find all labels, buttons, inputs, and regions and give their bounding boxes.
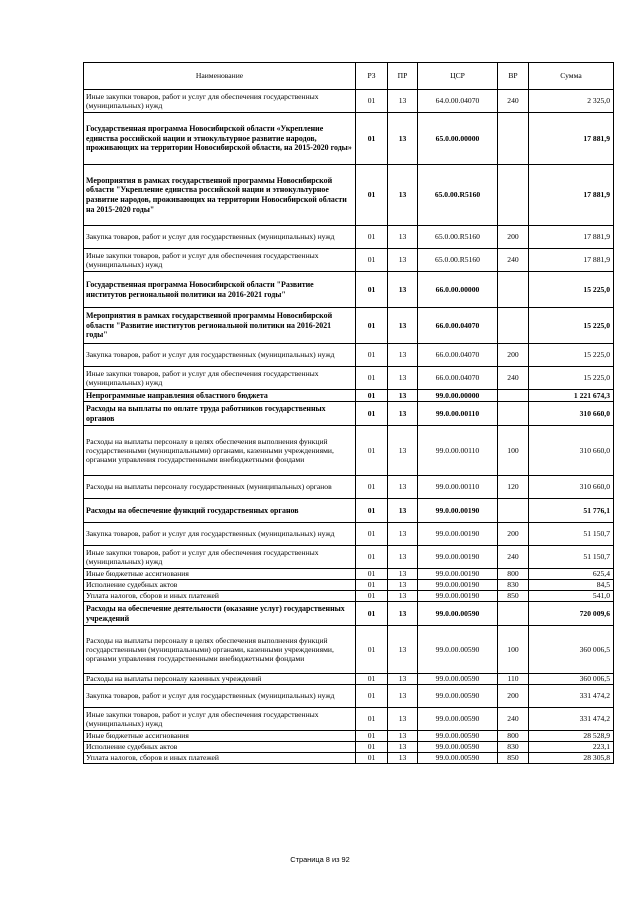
cell-csr: 99.0.00.00190 <box>418 580 498 591</box>
cell-pr: 13 <box>388 113 418 165</box>
table-row <box>84 569 614 580</box>
header-sum: Сумма <box>529 63 614 90</box>
cell-sum: 15 225,0 <box>529 344 614 367</box>
cell-sum: 331 474,2 <box>529 708 614 731</box>
cell-pr: 13 <box>388 626 418 674</box>
cell-rz: 01 <box>356 731 388 742</box>
cell-vr: 200 <box>498 226 529 249</box>
cell-rz: 01 <box>356 742 388 753</box>
cell-rz: 01 <box>356 402 388 426</box>
cell-vr: 830 <box>498 580 529 591</box>
cell-rz: 01 <box>356 226 388 249</box>
cell-name: Иные закупки товаров, работ и услуг для обеспечения государственных (муниципальных) нужд <box>84 249 356 272</box>
cell-sum: 17 881,9 <box>529 226 614 249</box>
cell-pr: 13 <box>388 165 418 226</box>
table-row <box>84 708 614 731</box>
cell-vr: 240 <box>498 249 529 272</box>
cell-rz: 01 <box>356 708 388 731</box>
cell-csr: 99.0.00.00590 <box>418 674 498 685</box>
cell-rz: 01 <box>356 685 388 708</box>
cell-pr: 13 <box>388 569 418 580</box>
table-row <box>84 476 614 499</box>
table-row <box>84 344 614 367</box>
header-pr: ПР <box>388 63 418 90</box>
cell-sum: 28 305,8 <box>529 753 614 764</box>
cell-sum: 17 881,9 <box>529 165 614 226</box>
cell-name: Иные закупки товаров, работ и услуг для обеспечения государственных (муниципальных) нужд <box>84 90 356 113</box>
page-footer: Страница 8 из 92 <box>290 855 350 864</box>
table-row <box>84 580 614 591</box>
cell-vr: 200 <box>498 523 529 546</box>
cell-csr: 99.0.00.00190 <box>418 546 498 569</box>
cell-name: Уплата налогов, сборов и иных платежей <box>84 753 356 764</box>
table-row <box>84 546 614 569</box>
cell-pr: 13 <box>388 249 418 272</box>
cell-name: Иные бюджетные ассигнования <box>84 569 356 580</box>
cell-sum: 1 221 674,3 <box>529 390 614 402</box>
cell-sum: 15 225,0 <box>529 367 614 390</box>
cell-vr: 100 <box>498 426 529 476</box>
cell-sum: 17 881,9 <box>529 113 614 165</box>
cell-name: Расходы на обеспечение функций государственных органов <box>84 499 356 523</box>
cell-rz: 01 <box>356 580 388 591</box>
cell-rz: 01 <box>356 523 388 546</box>
cell-pr: 13 <box>388 742 418 753</box>
cell-vr: 850 <box>498 753 529 764</box>
cell-sum: 310 660,0 <box>529 476 614 499</box>
table-row <box>84 249 614 272</box>
cell-pr: 13 <box>388 753 418 764</box>
cell-pr: 13 <box>388 708 418 731</box>
cell-rz: 01 <box>356 626 388 674</box>
header-vr: ВР <box>498 63 529 90</box>
cell-pr: 13 <box>388 426 418 476</box>
cell-sum: 2 325,0 <box>529 90 614 113</box>
table-row <box>84 165 614 226</box>
budget-table <box>83 62 614 764</box>
cell-pr: 13 <box>388 226 418 249</box>
cell-name: Расходы на выплаты персоналу в целях обеспечения выполнения функций государственными (муниципальными) органами, казенными учреждениями, органами управления государственными внебюджетными фондами <box>84 626 356 674</box>
cell-csr: 64.0.00.04070 <box>418 90 498 113</box>
cell-name: Расходы на выплаты по оплате труда работников государственных органов <box>84 402 356 426</box>
cell-sum: 51 776,1 <box>529 499 614 523</box>
cell-name: Государственная программа Новосибирской области "Развитие институтов региональной политики на 2016-2021 годы" <box>84 272 356 308</box>
table-row <box>84 367 614 390</box>
cell-name: Закупка товаров, работ и услуг для государственных (муниципальных) нужд <box>84 685 356 708</box>
cell-pr: 13 <box>388 731 418 742</box>
cell-pr: 13 <box>388 390 418 402</box>
cell-vr: 100 <box>498 626 529 674</box>
cell-pr: 13 <box>388 674 418 685</box>
cell-rz: 01 <box>356 426 388 476</box>
cell-vr: 830 <box>498 742 529 753</box>
cell-csr: 65.0.00.R5160 <box>418 165 498 226</box>
cell-sum: 310 660,0 <box>529 402 614 426</box>
cell-sum: 541,0 <box>529 591 614 602</box>
cell-rz: 01 <box>356 674 388 685</box>
cell-csr: 99.0.00.00590 <box>418 708 498 731</box>
cell-name: Иные закупки товаров, работ и услуг для обеспечения государственных (муниципальных) нужд <box>84 546 356 569</box>
cell-name: Закупка товаров, работ и услуг для государственных (муниципальных) нужд <box>84 523 356 546</box>
cell-pr: 13 <box>388 523 418 546</box>
cell-csr: 99.0.00.00590 <box>418 602 498 626</box>
table-row <box>84 602 614 626</box>
cell-sum: 310 660,0 <box>529 426 614 476</box>
cell-rz: 01 <box>356 113 388 165</box>
cell-name: Расходы на выплаты персоналу государственных (муниципальных) органов <box>84 476 356 499</box>
cell-vr <box>498 113 529 165</box>
cell-sum: 28 528,9 <box>529 731 614 742</box>
cell-rz: 01 <box>356 308 388 344</box>
cell-csr: 99.0.00.00590 <box>418 742 498 753</box>
table-row <box>84 402 614 426</box>
table-row <box>84 390 614 402</box>
cell-vr: 200 <box>498 685 529 708</box>
cell-name: Расходы на выплаты персоналу казенных учреждений <box>84 674 356 685</box>
cell-csr: 99.0.00.00590 <box>418 685 498 708</box>
cell-sum: 51 150,7 <box>529 523 614 546</box>
cell-vr <box>498 602 529 626</box>
cell-csr: 99.0.00.00190 <box>418 499 498 523</box>
cell-name: Закупка товаров, работ и услуг для государственных (муниципальных) нужд <box>84 344 356 367</box>
table-row <box>84 753 614 764</box>
cell-pr: 13 <box>388 344 418 367</box>
cell-pr: 13 <box>388 90 418 113</box>
cell-pr: 13 <box>388 499 418 523</box>
cell-vr <box>498 165 529 226</box>
cell-pr: 13 <box>388 272 418 308</box>
table-row <box>84 674 614 685</box>
cell-rz: 01 <box>356 569 388 580</box>
cell-pr: 13 <box>388 580 418 591</box>
cell-rz: 01 <box>356 390 388 402</box>
table-row <box>84 685 614 708</box>
cell-pr: 13 <box>388 476 418 499</box>
cell-name: Иные закупки товаров, работ и услуг для обеспечения государственных (муниципальных) нужд <box>84 367 356 390</box>
cell-rz: 01 <box>356 344 388 367</box>
cell-name: Непрограммные направления областного бюджета <box>84 390 356 402</box>
cell-sum: 17 881,9 <box>529 249 614 272</box>
cell-sum: 331 474,2 <box>529 685 614 708</box>
cell-name: Расходы на обеспечение деятельности (оказание услуг) государственных учреждений <box>84 602 356 626</box>
table-header-row <box>84 63 614 90</box>
header-name: Наименование <box>84 63 356 90</box>
table-row <box>84 90 614 113</box>
cell-rz: 01 <box>356 367 388 390</box>
cell-vr: 240 <box>498 90 529 113</box>
cell-pr: 13 <box>388 367 418 390</box>
table-row <box>84 742 614 753</box>
cell-vr <box>498 390 529 402</box>
cell-sum: 360 006,5 <box>529 626 614 674</box>
cell-rz: 01 <box>356 249 388 272</box>
cell-csr: 99.0.00.00590 <box>418 753 498 764</box>
table-row <box>84 731 614 742</box>
cell-name: Исполнение судебных актов <box>84 742 356 753</box>
cell-csr: 66.0.00.04070 <box>418 344 498 367</box>
cell-vr: 200 <box>498 344 529 367</box>
cell-csr: 99.0.00.00190 <box>418 523 498 546</box>
cell-name: Расходы на выплаты персоналу в целях обеспечения выполнения функций государственными (муниципальными) органами, казенными учреждениями, органами управления государственными внебюджетными фондами <box>84 426 356 476</box>
cell-vr <box>498 272 529 308</box>
cell-sum: 223,1 <box>529 742 614 753</box>
cell-csr: 99.0.00.00590 <box>418 626 498 674</box>
cell-pr: 13 <box>388 546 418 569</box>
cell-rz: 01 <box>356 546 388 569</box>
cell-vr: 240 <box>498 546 529 569</box>
cell-csr: 99.0.00.00110 <box>418 402 498 426</box>
table-row <box>84 272 614 308</box>
cell-pr: 13 <box>388 308 418 344</box>
cell-name: Уплата налогов, сборов и иных платежей <box>84 591 356 602</box>
cell-rz: 01 <box>356 272 388 308</box>
cell-pr: 13 <box>388 591 418 602</box>
cell-sum: 15 225,0 <box>529 272 614 308</box>
cell-vr: 110 <box>498 674 529 685</box>
table-row <box>84 308 614 344</box>
cell-name: Исполнение судебных актов <box>84 580 356 591</box>
cell-csr: 65.0.00.R5160 <box>418 226 498 249</box>
cell-sum: 360 006,5 <box>529 674 614 685</box>
cell-csr: 65.0.00.R5160 <box>418 249 498 272</box>
cell-sum: 51 150,7 <box>529 546 614 569</box>
cell-name: Закупка товаров, работ и услуг для государственных (муниципальных) нужд <box>84 226 356 249</box>
cell-csr: 99.0.00.00110 <box>418 476 498 499</box>
table-row <box>84 626 614 674</box>
cell-vr <box>498 499 529 523</box>
cell-name: Иные закупки товаров, работ и услуг для обеспечения государственных (муниципальных) нужд <box>84 708 356 731</box>
cell-pr: 13 <box>388 685 418 708</box>
cell-sum: 720 009,6 <box>529 602 614 626</box>
cell-name: Государственная программа Новосибирской области «Укрепление единства российской нации и этнокультурное развитие народов, проживающих на территории Новосибирской области, на 2015-2020 годы» <box>84 113 356 165</box>
cell-pr: 13 <box>388 402 418 426</box>
cell-sum: 84,5 <box>529 580 614 591</box>
cell-csr: 66.0.00.04070 <box>418 367 498 390</box>
cell-csr: 99.0.00.00590 <box>418 731 498 742</box>
cell-vr: 240 <box>498 367 529 390</box>
cell-name: Иные бюджетные ассигнования <box>84 731 356 742</box>
cell-csr: 99.0.00.00190 <box>418 569 498 580</box>
cell-rz: 01 <box>356 499 388 523</box>
cell-csr: 99.0.00.00000 <box>418 390 498 402</box>
cell-name: Мероприятия в рамках государственной программы Новосибирской области "Укрепление единства российской нации и этнокультурное развитие народов, проживающих на территории Новосибирской области на 2015-2020 годы" <box>84 165 356 226</box>
cell-vr <box>498 308 529 344</box>
cell-rz: 01 <box>356 165 388 226</box>
table-row <box>84 226 614 249</box>
table-row <box>84 426 614 476</box>
cell-vr: 850 <box>498 591 529 602</box>
header-rz: РЗ <box>356 63 388 90</box>
cell-csr: 66.0.00.04070 <box>418 308 498 344</box>
cell-vr <box>498 402 529 426</box>
cell-rz: 01 <box>356 753 388 764</box>
cell-rz: 01 <box>356 591 388 602</box>
table-row <box>84 113 614 165</box>
cell-pr: 13 <box>388 602 418 626</box>
cell-rz: 01 <box>356 602 388 626</box>
table-row <box>84 591 614 602</box>
cell-vr: 240 <box>498 708 529 731</box>
cell-rz: 01 <box>356 476 388 499</box>
cell-rz: 01 <box>356 90 388 113</box>
cell-sum: 15 225,0 <box>529 308 614 344</box>
header-csr: ЦСР <box>418 63 498 90</box>
cell-csr: 66.0.00.00000 <box>418 272 498 308</box>
cell-csr: 99.0.00.00190 <box>418 591 498 602</box>
cell-csr: 65.0.00.00000 <box>418 113 498 165</box>
cell-sum: 625,4 <box>529 569 614 580</box>
cell-vr: 800 <box>498 569 529 580</box>
cell-name: Мероприятия в рамках государственной программы Новосибирской области "Развитие институтов региональной политики на 2016-2021 годы" <box>84 308 356 344</box>
cell-vr: 800 <box>498 731 529 742</box>
table-row <box>84 523 614 546</box>
cell-vr: 120 <box>498 476 529 499</box>
table-body <box>84 90 614 764</box>
cell-csr: 99.0.00.00110 <box>418 426 498 476</box>
table-row <box>84 499 614 523</box>
